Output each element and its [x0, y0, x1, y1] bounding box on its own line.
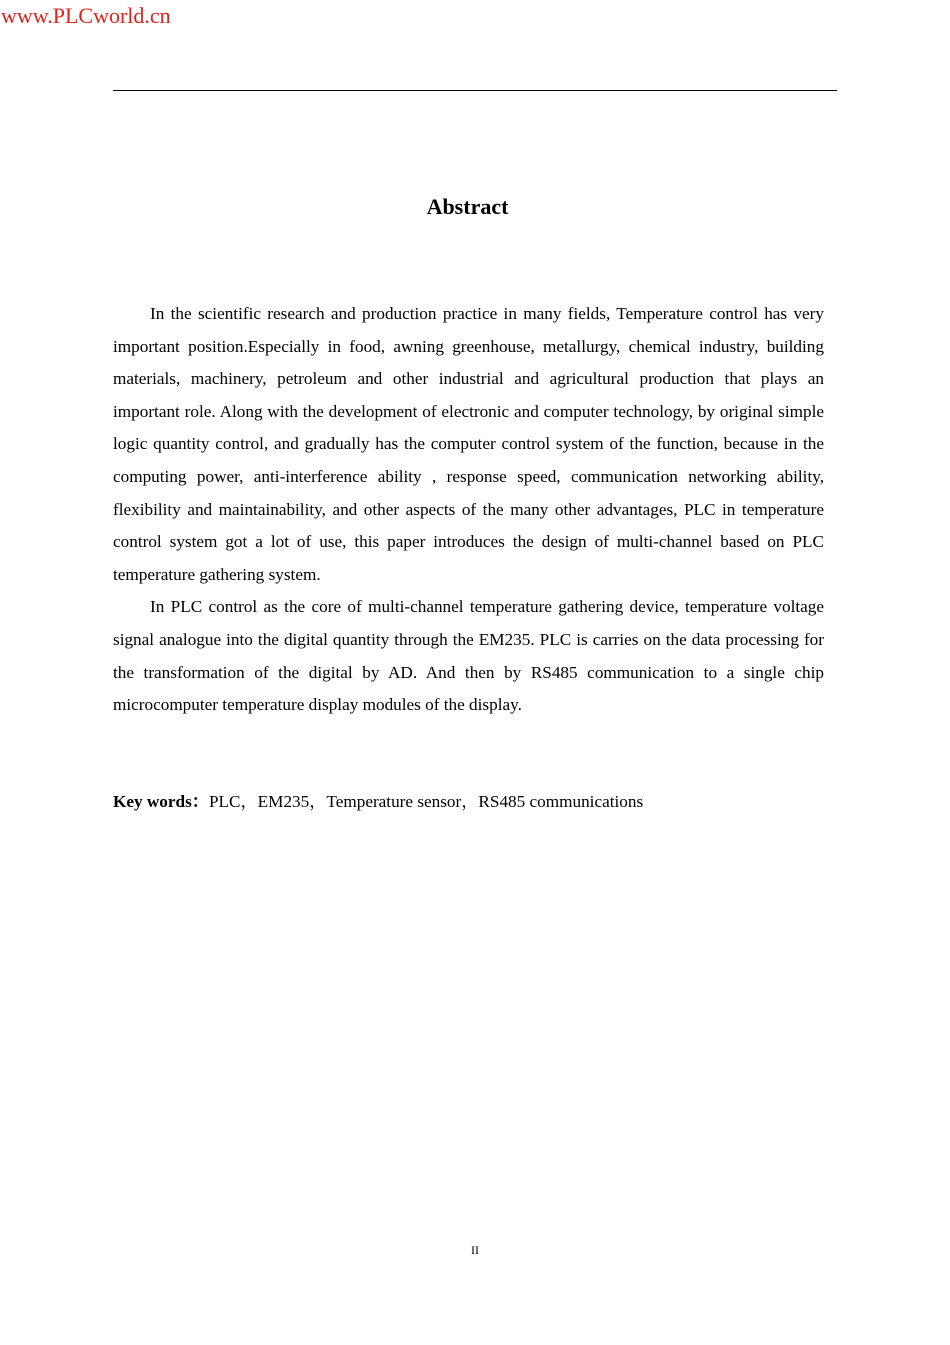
abstract-body [113, 298, 824, 722]
header-rule [113, 90, 837, 91]
keywords-label: Key words： [113, 792, 209, 811]
abstract-paragraph-1: In the scientific research and production practice in many fields, Temperature control has very important position.Especially in food, awning greenhouse, metallurgy, chemical industry, building materials, machinery, petroleum and other industrial and agricultural production that plays an important role. Along with the development of electronic and computer technology, by original simple logic quantity control, and gradually has the computer control system of the function, because in the computing power, anti-interference ability , response speed, communication networking ability, flexibility and maintainability, and other aspects of the many other advantages, PLC in temperature control system got a lot of use, this paper introduces the design of multi-channel based on PLC temperature gathering system. [113, 304, 824, 584]
page-title: Abstract [426, 194, 509, 219]
watermark-url[interactable]: www.PLCworld.cn [1, 3, 171, 28]
keywords [113, 787, 833, 817]
keywords-text: PLC，EM235，Temperature sensor，RS485 communications [208, 792, 644, 811]
abstract-paragraph-2: In PLC control as the core of multi-channel temperature gathering device, temperature voltage signal analogue into the digital quantity through the EM235. PLC is carries on the data processing for the transformation of the digital by AD. And then by RS485 communication to a single chip microcomputer temperature display modules of the display. [113, 597, 824, 715]
page-number: II [471, 1243, 479, 1257]
